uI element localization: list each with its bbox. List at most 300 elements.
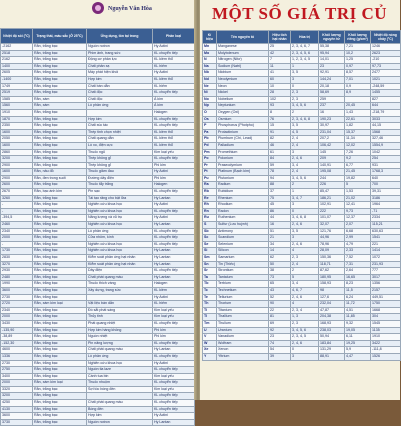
table-cell: 1668 — [371, 307, 401, 314]
table-cell: 1, 2, 3, 4, 5 — [291, 57, 319, 64]
table-cell: 222 — [319, 208, 345, 215]
table-cell: 43 — [269, 287, 291, 294]
table-cell: 59 — [269, 162, 291, 169]
table-row — [203, 96, 401, 103]
table-cell: 86 — [269, 208, 291, 215]
table-cell: Plumbum (Chì, Lead) — [217, 136, 269, 143]
table-cell: Rắn, trắng bạc — [33, 327, 87, 334]
table-cell: Nghiên cứu khoa học — [87, 208, 153, 215]
table-cell: 1730 — [1, 248, 33, 255]
table-cell: 7,52 — [345, 255, 371, 262]
table-cell: Rắn, trắng bạc — [33, 393, 87, 400]
table-cell: Chất xúc tác — [87, 123, 153, 130]
table-cell: Pt — [203, 169, 217, 176]
table-cell: 44,96 — [319, 235, 345, 242]
table-row — [203, 255, 401, 262]
table-cell: Thuốc giảm đau — [87, 169, 153, 176]
table-cell: 9,73 — [345, 208, 371, 215]
table-cell: 50,94 — [319, 334, 345, 341]
table-cell: Selenium — [217, 241, 269, 248]
table-cell: Rubidium — [217, 189, 269, 196]
table-cell: KL chuyển tiếp — [153, 320, 195, 327]
table-cell: Po — [203, 156, 217, 163]
table-cell: KL chuyển tiếp — [153, 406, 195, 413]
table-cell: Nobelium — [217, 96, 269, 103]
table-cell: 7,21 — [345, 44, 371, 51]
table-cell: 28 — [269, 90, 291, 97]
table-cell: 1 — [291, 189, 319, 196]
table-cell: Rắn, trắng bạc — [33, 287, 87, 294]
table-cell: 180,95 — [319, 274, 345, 281]
table-cell: N — [203, 57, 217, 64]
table-cell: Rắn, trắng bạc — [33, 386, 87, 393]
table-cell: Platinum (Bạch kim) — [217, 169, 269, 176]
table-cell: 69 — [269, 320, 291, 327]
table-row — [1, 162, 195, 169]
table-cell: U — [203, 327, 217, 334]
table-cell: Silicon — [217, 248, 269, 255]
table-cell: 21,45 — [345, 169, 371, 176]
table-cell: Sr — [203, 268, 217, 275]
table-cell: 97,73 — [371, 63, 401, 70]
table-cell: 22 — [269, 307, 291, 314]
table-cell: 1,25 — [345, 57, 371, 64]
table-cell: 2860 — [1, 149, 33, 156]
table-cell: 158,93 — [319, 281, 345, 288]
table-cell: Rắn, trắng bạc — [33, 235, 87, 242]
table-row — [203, 235, 401, 242]
table-cell: 92 — [269, 327, 291, 334]
table-cell: Ta — [203, 274, 217, 281]
table-cell: 4, 5 — [291, 129, 319, 136]
table-row — [1, 340, 195, 347]
table-cell: Technetium — [217, 287, 269, 294]
table-cell: 15,37 — [345, 129, 371, 136]
left-page — [0, 0, 196, 424]
table-cell: Rắn, trắng bạc — [33, 261, 87, 268]
table-cell: 2623 — [371, 50, 401, 57]
table-cell: -394,5 — [1, 215, 33, 222]
table-cell: KL chuyển tiếp — [153, 156, 195, 163]
table-cell: S — [203, 222, 217, 229]
table-cell: Yttrium — [217, 353, 269, 360]
table-row — [1, 90, 195, 97]
table-cell: 259 — [319, 96, 345, 103]
table-row — [1, 301, 195, 308]
table-cell: 2480 — [1, 274, 33, 281]
table-cell: 226 — [319, 182, 345, 189]
table-cell: Sulfur (Lưu huỳnh) — [217, 222, 269, 229]
table-cell: Rắn, trắng bạc — [33, 419, 87, 426]
table-cell: Cánh tua bin — [87, 373, 153, 380]
table-cell: Rắn, xám — [33, 96, 87, 103]
table-cell: Rhodium — [217, 202, 269, 209]
table-cell: 2, 3 — [291, 255, 319, 262]
table-cell: 2, 4, 6 — [291, 340, 319, 347]
table-cell: 2, 4 — [291, 261, 319, 268]
table-row — [203, 334, 401, 341]
table-cell: Xe — [203, 347, 217, 354]
table-cell: 50 — [269, 261, 291, 268]
table-cell: 0 — [291, 208, 319, 215]
table-cell: -218,79 — [371, 109, 401, 116]
table-cell: Rn — [203, 208, 217, 215]
table-cell: Rắn, trắng bạc — [33, 142, 87, 149]
table-cell: Á kim — [153, 96, 195, 103]
table-cell: 11,34 — [345, 136, 371, 143]
table-cell: Palladium — [217, 142, 269, 149]
table-cell: Hy Lantan — [153, 248, 195, 255]
table-cell: 19,05 — [345, 327, 371, 334]
table-cell: 2350 — [1, 123, 33, 130]
table-cell: Ruthenium — [217, 215, 269, 222]
table-cell: Rắn, trắng bạc — [33, 136, 87, 143]
table-cell: Chất độc — [87, 90, 153, 97]
table-cell: 92,91 — [319, 70, 345, 77]
table-cell: Niobium — [217, 70, 269, 77]
table-row — [1, 222, 195, 229]
table-cell: 78 — [269, 169, 291, 176]
table-cell: Bóng đèn — [87, 406, 153, 413]
table-cell: Rắn, bạc ánh kim — [33, 189, 87, 196]
table-cell: 121,76 — [319, 228, 345, 235]
table-row — [1, 386, 195, 393]
table-cell: 3, 5 — [291, 228, 319, 235]
table-cell: 22,61 — [345, 116, 371, 123]
table-row — [1, 116, 195, 123]
table-cell: 2730 — [1, 294, 33, 301]
table-cell: 9,32 — [345, 320, 371, 327]
table-cell: Hy Actini — [153, 215, 195, 222]
table-row — [1, 175, 195, 182]
table-row — [203, 327, 401, 334]
table-cell: 1336 — [1, 353, 33, 360]
table-cell: 3600 — [1, 413, 33, 420]
table-cell: Rắn, trắng bạc — [33, 347, 87, 354]
table-cell: 3 — [291, 202, 319, 209]
table-cell: 1545 — [371, 320, 401, 327]
column-header: Hiệu tích hạt nhân — [269, 31, 291, 44]
table-row — [1, 109, 195, 116]
table-cell: Rắn, trắng bạc — [33, 162, 87, 169]
table-cell: Rắn, trắng bạc — [33, 281, 87, 288]
table-cell: 12,02 — [345, 142, 371, 149]
table-cell: 2, 3 — [291, 320, 319, 327]
table-cell: Pu — [203, 175, 217, 182]
table-cell: 91 — [269, 129, 291, 136]
table-row — [1, 413, 195, 420]
table-cell — [87, 393, 153, 400]
table-cell: KL kiềm — [153, 287, 195, 294]
table-cell: 2720 — [1, 301, 33, 308]
table-cell: Polonium — [217, 156, 269, 163]
table-cell: Radium — [217, 182, 269, 189]
table-cell: 5 — [291, 274, 319, 281]
table-cell: Nguồn tia laze — [87, 367, 153, 374]
table-row — [203, 208, 401, 215]
table-cell: 207,2 — [319, 136, 345, 143]
table-cell: Thủy tinh — [87, 314, 153, 321]
table-cell: 2,07 — [345, 222, 371, 229]
table-cell: Pin sạc — [87, 189, 153, 196]
table-cell: Th — [203, 301, 217, 308]
table-cell: 3430 — [1, 320, 33, 327]
column-header: Trạng thái, màu sắc (Ở 25°C) — [33, 29, 87, 44]
table-row — [1, 241, 195, 248]
table-cell: 144,24 — [319, 76, 345, 83]
table-cell: P — [203, 123, 217, 130]
table-cell: KL kiềm thổ — [153, 142, 195, 149]
table-cell: 6,11 — [345, 334, 371, 341]
table-cell: 6,24 — [345, 294, 371, 301]
table-cell: Kim loại yếu — [153, 149, 195, 156]
left-table-body — [1, 44, 195, 426]
table-cell: Sb — [203, 228, 217, 235]
table-cell: 30,97 — [319, 123, 345, 130]
table-cell: Rắn, trắng bạc — [33, 76, 87, 83]
table-cell: Nguồn notron — [87, 419, 153, 426]
table-row — [203, 294, 401, 301]
table-cell: 95,94 — [319, 50, 345, 57]
table-row — [203, 353, 401, 360]
table-row — [203, 57, 401, 64]
table-cell: 2 — [291, 268, 319, 275]
table-cell: Rắn, trắng bạc — [33, 182, 87, 189]
table-cell: 10 — [269, 83, 291, 90]
table-cell: Nguồn notron — [87, 44, 153, 51]
table-cell: 232,04 — [319, 301, 345, 308]
table-row — [1, 195, 195, 202]
table-cell: - — [1, 241, 33, 248]
table-cell: Nd — [203, 76, 217, 83]
table-row — [203, 63, 401, 70]
table-cell: 4600 — [1, 347, 33, 354]
table-cell: Rắn, trắng bạc — [33, 241, 87, 248]
table-cell: Thallium — [217, 314, 269, 321]
left-table — [0, 28, 195, 426]
table-cell: 8,9 — [345, 90, 371, 97]
table-cell: 254 — [371, 156, 401, 163]
table-row — [1, 353, 195, 360]
table-cell: Rắn, trắng bạc — [33, 360, 87, 367]
table-cell: 52 — [269, 294, 291, 301]
table-cell: Nickel — [217, 90, 269, 97]
table-cell: Phát quang nhiệt — [87, 320, 153, 327]
table-cell: Ra — [203, 182, 217, 189]
table-cell: Hy Lantan — [153, 255, 195, 262]
table-cell: Hy Actini — [153, 294, 195, 301]
table-cell: Lò phản ứng — [87, 228, 153, 235]
table-cell: 8,57 — [345, 70, 371, 77]
table-cell: Rắn, trắng bạc — [33, 314, 87, 321]
table-cell: Pm — [203, 149, 217, 156]
table-cell: 7,31 — [345, 261, 371, 268]
table-cell: 75 — [269, 195, 291, 202]
table-cell: Rhenium — [217, 195, 269, 202]
table-cell: Ru — [203, 215, 217, 222]
table-cell: 7,01 — [345, 76, 371, 83]
table-cell: 4250 — [1, 400, 33, 407]
table-cell: 58,69 — [319, 90, 345, 97]
table-cell: 150,36 — [319, 255, 345, 262]
table-cell: Hy Actini — [153, 413, 195, 420]
table-cell: Samarium — [217, 255, 269, 262]
table-cell: Rắn, trắng bạc — [33, 248, 87, 255]
table-row — [1, 44, 195, 51]
table-cell: Rắn, trắng bạc — [33, 50, 87, 57]
table-cell: Rắn, trắng bạc — [33, 353, 87, 360]
table-cell: Nghiên cứu khoa học — [87, 222, 153, 229]
table-cell: 221 — [371, 241, 401, 248]
table-cell: Nguồn nhiệt — [87, 334, 153, 341]
table-cell: 127,6 — [319, 294, 345, 301]
table-cell: 88 — [269, 182, 291, 189]
table-cell: 46 — [269, 142, 291, 149]
table-cell: 630,63 — [371, 228, 401, 235]
table-cell: 3200 — [1, 393, 33, 400]
table-cell: Hy Actini — [153, 202, 195, 209]
column-header: Nhiệt độ sôi (°C) — [1, 29, 33, 44]
table-row — [203, 228, 401, 235]
table-cell: 4 — [291, 301, 319, 308]
table-row — [203, 83, 401, 90]
table-cell: Wolfram — [217, 340, 269, 347]
table-cell: 1750 — [371, 301, 401, 308]
table-cell: 3, 4, 5, 6 — [291, 175, 319, 182]
table-cell: 2,33 — [345, 248, 371, 255]
table-cell: 2, 3, 4, 5, 6 — [291, 50, 319, 57]
table-cell: 37 — [269, 189, 291, 196]
table-cell: Vanadium — [217, 334, 269, 341]
table-row — [1, 83, 195, 90]
table-row — [203, 248, 401, 255]
table-cell: 931 — [371, 162, 401, 169]
table-cell: Á kim — [153, 103, 195, 110]
table-cell: Rắn, trắng bạc — [33, 202, 87, 209]
table-cell: 8,23 — [345, 281, 371, 288]
table-cell: Chất bán dẫn — [87, 83, 153, 90]
table-cell: Chất phát quang màu — [87, 400, 153, 407]
table-cell: 16 — [319, 109, 345, 116]
table-cell: Rắn, trắng bạc — [33, 228, 87, 235]
table-cell: 3, 4, 5, 6 — [291, 103, 319, 110]
table-cell: -135,90 — [1, 327, 33, 334]
table-cell: 2605 — [1, 70, 33, 77]
right-table-body — [203, 44, 401, 361]
table-cell: Thulium — [217, 320, 269, 327]
table-cell: Phi kim — [153, 175, 195, 182]
table-cell: 87,62 — [319, 268, 345, 275]
table-row — [203, 182, 401, 189]
table-row — [203, 50, 401, 57]
table-cell: 1568 — [371, 129, 401, 136]
table-row — [1, 182, 195, 189]
table-cell: Na — [203, 63, 217, 70]
table-cell: Nghiên cứu khoa học — [87, 241, 153, 248]
table-cell: 2600 — [1, 182, 33, 189]
table-cell: 76 — [269, 116, 291, 123]
table-cell: 7,26 — [345, 149, 371, 156]
table-cell: Rắn, nâu đỏ — [33, 169, 87, 176]
table-cell: Rắn, trắng bạc — [33, 109, 87, 116]
table-cell: Hy Lantan — [153, 419, 195, 426]
table-row — [1, 347, 195, 354]
logo-icon — [92, 2, 104, 14]
table-cell: 2, 4 — [291, 142, 319, 149]
table-cell: Neon — [217, 83, 269, 90]
table-cell: 115,21 — [371, 222, 401, 229]
table-cell: 2518 — [1, 50, 33, 57]
table-row — [203, 222, 401, 229]
table-cell — [345, 96, 371, 103]
table-cell: 21,02 — [345, 195, 371, 202]
table-cell: Rắn, trắng bạc — [33, 215, 87, 222]
table-cell: Protactinium — [217, 129, 269, 136]
table-cell: 1356 — [371, 281, 401, 288]
table-cell: Kiểm soát phản ứng hạt nhân — [87, 261, 153, 268]
table-cell: 644 — [371, 103, 401, 110]
table-cell: 41 — [269, 70, 291, 77]
table-cell: KL hiếm — [153, 301, 195, 308]
table-cell: Rắn, đen trong suốt — [33, 175, 87, 182]
table-row — [1, 136, 195, 143]
table-cell: 73 — [269, 274, 291, 281]
table-cell: 1600 — [1, 142, 33, 149]
table-cell: KL chuyển tiếp — [153, 340, 195, 347]
table-cell: Rắn, trắng bạc — [33, 334, 87, 341]
table-cell: Phi kim — [153, 327, 195, 334]
table-cell: 88,91 — [319, 353, 345, 360]
table-cell: 60 — [269, 76, 291, 83]
table-row — [203, 314, 401, 321]
table-cell: 4,47 — [345, 353, 371, 360]
table-cell: Rắn, trắng bạc — [33, 195, 87, 202]
table-cell: 2750 — [1, 367, 33, 374]
table-cell: -71 — [371, 208, 401, 215]
right-table — [202, 30, 401, 361]
table-cell: Rắn, trắng bạc — [33, 373, 87, 380]
table-cell: KL chuyển tiếp — [153, 235, 195, 242]
table-cell: 2519 — [1, 90, 33, 97]
table-cell: 1585 — [1, 96, 33, 103]
table-cell: Thép tinh chọn nhiệt — [87, 129, 153, 136]
table-cell: 168,93 — [319, 320, 345, 327]
table-cell: Sm — [203, 255, 217, 262]
table-cell: 23 — [319, 63, 345, 70]
table-cell: Kim loại yếu — [153, 386, 195, 393]
table-cell: Rắn, xám kim loại — [33, 380, 87, 387]
table-cell: KL chuyển tiếp — [153, 380, 195, 387]
table-cell: 2, 3, 4, 6, 7 — [291, 44, 319, 51]
table-cell: Hợp kim — [87, 76, 153, 83]
table-row — [1, 189, 195, 196]
table-cell: 1600 — [1, 129, 33, 136]
table-cell: 102 — [269, 96, 291, 103]
table-row — [203, 320, 401, 327]
table-cell: KL chuyển tiếp — [153, 367, 195, 374]
table-cell: 2900 — [1, 162, 33, 169]
table-cell: 2340 — [1, 228, 33, 235]
table-cell: 2000 — [1, 314, 33, 321]
table-cell: Lò phản ứng — [87, 103, 153, 110]
table-cell: KL chuyển tiếp — [153, 90, 195, 97]
table-cell: Uranium — [217, 327, 269, 334]
table-cell: KL chuyển tiếp — [153, 228, 195, 235]
table-cell: Hy Actini — [153, 360, 195, 367]
table-cell: 2000 — [1, 380, 33, 387]
table-cell: Năng lượng và vũ trụ — [87, 215, 153, 222]
table-cell: Ni — [203, 90, 217, 97]
